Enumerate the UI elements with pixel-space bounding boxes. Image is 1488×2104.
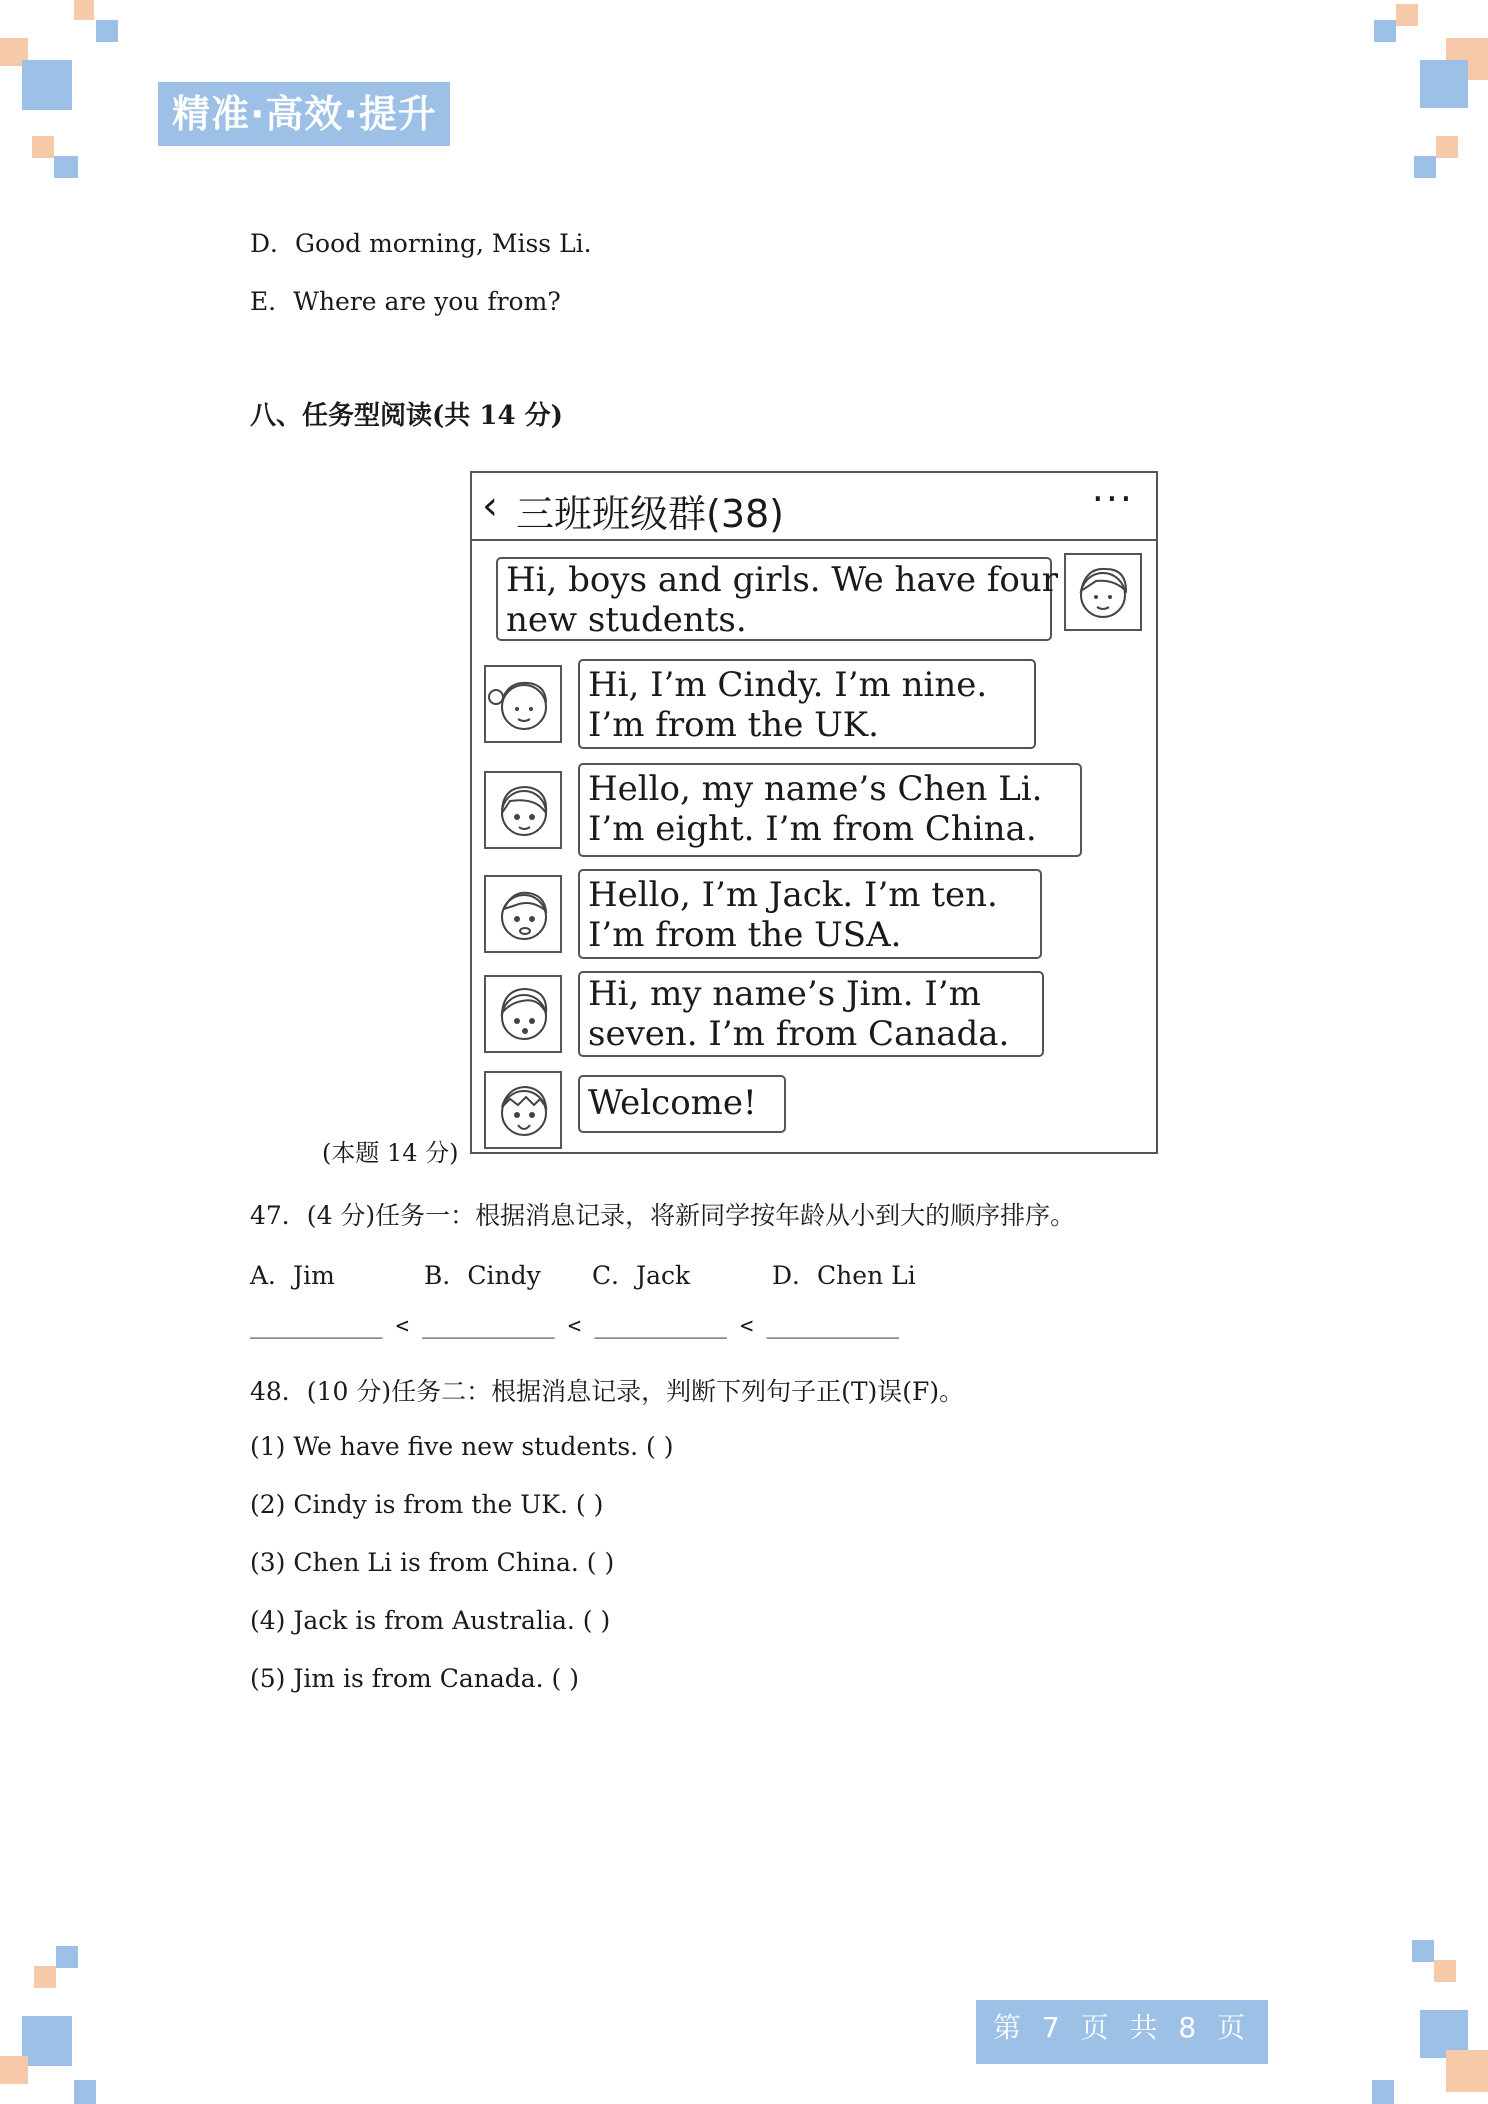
girl-avatar-icon [484, 771, 562, 849]
chat-title: 三班班级群(38) [516, 492, 785, 536]
chat-bubble [578, 869, 1042, 959]
chat-bubble [578, 971, 1044, 1057]
judge-item[interactable]: (2) Cindy is from the UK. ( ) [250, 1490, 604, 1519]
chat-bubble [496, 557, 1059, 641]
choice-a: A．Jim [250, 1261, 335, 1290]
bubble-line: Hi, my name’s Jim. I’m [588, 974, 981, 1014]
bubble-line: Hello, my name’s Chen Li. [588, 769, 1043, 809]
bubble-line: I’m from the UK. [588, 705, 879, 745]
choice-b: B．Cindy [424, 1261, 541, 1290]
boy-avatar-icon [484, 1071, 562, 1149]
judge-item[interactable]: (5) Jim is from Canada. ( ) [250, 1664, 580, 1693]
question-48-prompt: 48．(10 分)任务二：根据消息记录，判断下列句子正(T)误(F)。 [250, 1377, 965, 1406]
boy-avatar-icon [484, 875, 562, 953]
judge-item[interactable]: (3) Chen Li is from China. ( ) [250, 1548, 615, 1577]
bubble-line: Hi, boys and girls. We have four [506, 560, 1059, 600]
page-number: 第 7 页 共 8 页 [976, 2000, 1268, 2064]
chat-bubble [578, 659, 1036, 749]
bubble-line: seven. I’m from Canada. [588, 1014, 1010, 1054]
boy-avatar-icon [484, 975, 562, 1053]
section-title: 八、任务型阅读(共 14 分) [250, 401, 563, 431]
choice-d: D．Chen Li [772, 1261, 916, 1290]
option-e: E．Where are you from? [250, 287, 561, 316]
judge-item[interactable]: (1) We have five new students. ( ) [250, 1432, 674, 1461]
chat-bubble [578, 1075, 786, 1133]
girl-avatar-icon [484, 665, 562, 743]
back-icon: ‹ [482, 483, 498, 529]
bubble-line: Hi, I’m Cindy. I’m nine. [588, 665, 988, 705]
question-47-prompt: 47．(4 分)任务一：根据消息记录，将新同学按年龄从小到大的顺序排序。 [250, 1201, 1076, 1230]
bubble-line: I’m from the USA. [588, 915, 902, 955]
bubble-line: I’m eight. I’m from China. [588, 809, 1037, 849]
chat-figure [470, 471, 1158, 1154]
choice-c: C．Jack [592, 1261, 691, 1290]
judge-item[interactable]: (4) Jack is from Australia. ( ) [250, 1606, 611, 1635]
more-icon: ··· [1091, 477, 1134, 521]
bubble-line: Welcome! [588, 1083, 757, 1123]
header-banner: 精准·高效·提升 [158, 82, 450, 146]
chat-header [472, 473, 1156, 541]
bubble-line: new students. [506, 600, 747, 640]
chat-bubble [578, 763, 1082, 857]
bubble-line: Hello, I’m Jack. I’m ten. [588, 875, 998, 915]
answer-blanks[interactable]: __________ < __________ < __________ < __________ [250, 1314, 900, 1339]
score-note: (本题 14 分) [322, 1139, 459, 1167]
option-d: D．Good morning, Miss Li. [250, 229, 592, 258]
teacher-avatar-icon [1064, 553, 1142, 631]
